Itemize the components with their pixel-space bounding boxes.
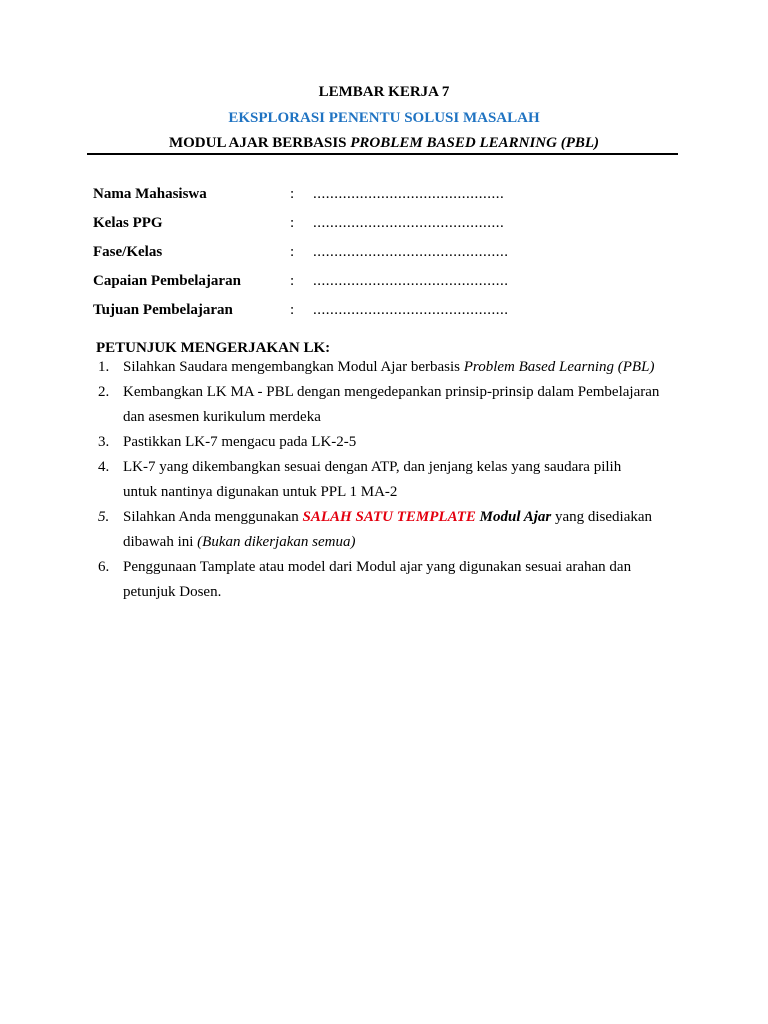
item-line-1 — [123, 509, 652, 526]
item-line-2: petunjuk Dosen. — [123, 584, 222, 600]
item-number: 6. — [98, 559, 110, 575]
item-line-2 — [123, 534, 355, 551]
item-text-highlight: SALAH SATU TEMPLATE — [302, 509, 476, 525]
worksheet-title: LEMBAR KERJA 7 — [318, 84, 450, 100]
field-kelas-ppg — [93, 215, 693, 235]
field-colon: : — [290, 302, 295, 318]
item-line-1: Kembangkan LK MA - PBL dengan mengedepankan prinsip-prinsip dalam Pembelajaran — [123, 384, 660, 400]
field-colon: : — [290, 273, 295, 289]
field-blank[interactable]: .............................................. — [313, 302, 509, 318]
item-line-1: Pastikkan LK-7 mengacu pada LK-2-5 — [123, 434, 357, 450]
instructions-heading: PETUNJUK MENGERJAKAN LK: — [96, 340, 331, 356]
item-number: 4. — [98, 459, 110, 475]
field-colon: : — [290, 215, 295, 231]
item-text: Silahkan Saudara mengembangkan Modul Ajar berbasis — [123, 359, 464, 375]
item-number: 5. — [98, 509, 110, 525]
module-heading — [0, 135, 768, 152]
field-blank[interactable]: .............................................. — [313, 244, 509, 260]
field-blank[interactable]: ............................................. — [313, 186, 505, 202]
field-blank[interactable]: .............................................. — [313, 273, 509, 289]
item-number: 3. — [98, 434, 110, 450]
item-text: yang disediakan — [551, 509, 653, 525]
field-label: Kelas PPG — [93, 215, 163, 231]
item-text-bold: Modul Ajar — [475, 509, 552, 525]
field-capaian-pembelajaran — [93, 273, 693, 293]
module-heading-prefix: MODUL AJAR BERBASIS — [168, 135, 351, 151]
field-fase-kelas — [93, 244, 693, 264]
item-line-1 — [123, 359, 654, 376]
item-number: 1. — [98, 359, 110, 375]
header-divider — [87, 153, 678, 155]
worksheet-subtitle: EKSPLORASI PENENTU SOLUSI MASALAH — [228, 110, 540, 126]
module-heading-italic: PROBLEM BASED LEARNING (PBL) — [350, 135, 600, 151]
item-line-2: dan asesmen kurikulum merdeka — [123, 409, 321, 425]
item-text: dibawah ini — [123, 534, 198, 550]
item-text-italic: Problem Based Learning (PBL) — [463, 359, 655, 375]
field-tujuan-pembelajaran — [93, 302, 693, 322]
item-line-2: untuk nantinya digunakan untuk PPL 1 MA-2 — [123, 484, 398, 500]
field-colon: : — [290, 186, 295, 202]
field-label: Capaian Pembelajaran — [93, 273, 241, 289]
field-colon: : — [290, 244, 295, 260]
item-text: Silahkan Anda menggunakan — [123, 509, 303, 525]
item-number: 2. — [98, 384, 110, 400]
field-label: Tujuan Pembelajaran — [93, 302, 233, 318]
field-blank[interactable]: ............................................. — [313, 215, 505, 231]
item-line-1: LK-7 yang dikembangkan sesuai dengan ATP, dan jenjang kelas yang saudara pilih — [123, 459, 622, 475]
field-label: Fase/Kelas — [93, 244, 163, 260]
field-label: Nama Mahasiswa — [93, 186, 207, 202]
item-text-italic: (Bukan dikerjakan semua) — [197, 534, 356, 550]
field-nama-mahasiswa — [93, 186, 693, 206]
item-line-1: Penggunaan Tamplate atau model dari Modul ajar yang digunakan sesuai arahan dan — [123, 559, 632, 575]
